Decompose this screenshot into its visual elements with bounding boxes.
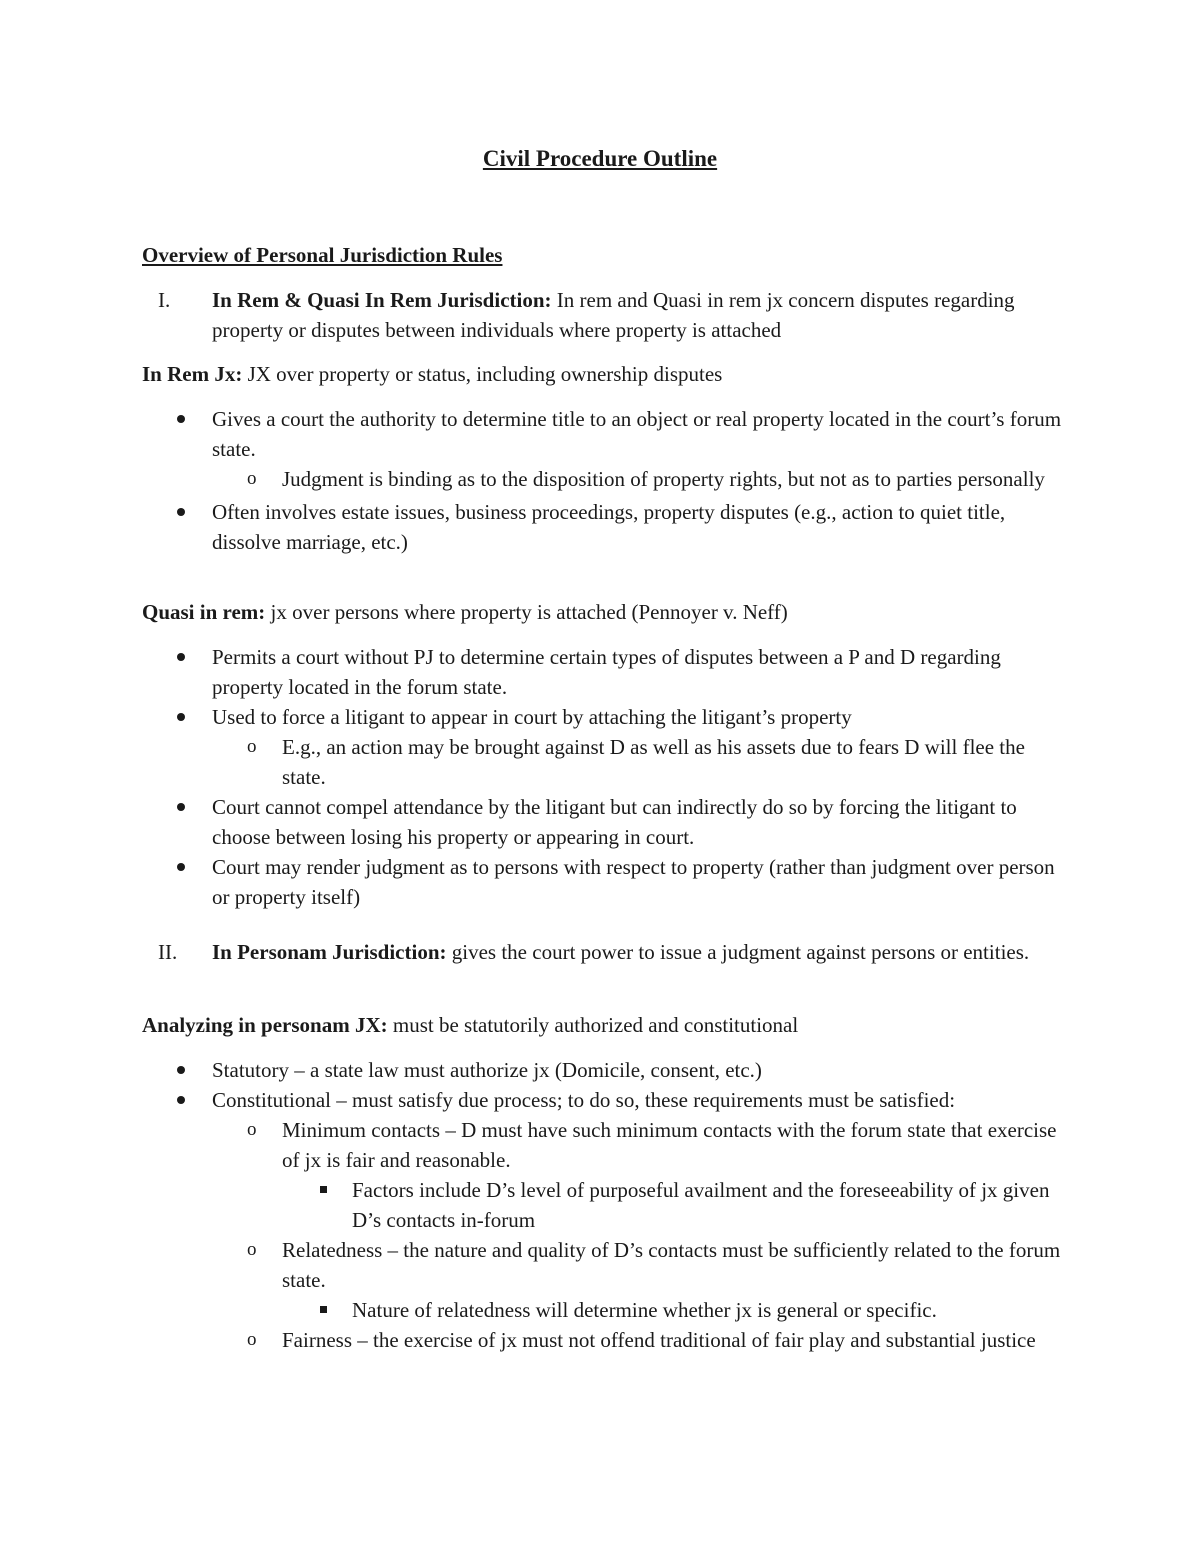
bullet-icon bbox=[177, 508, 185, 516]
quasi-in-rem-definition bbox=[142, 597, 1067, 627]
quasi-bullet-list bbox=[142, 642, 1067, 912]
bullet-icon bbox=[177, 713, 185, 721]
roman-section-1-label: In Rem & Quasi In Rem Jurisdiction: bbox=[212, 288, 552, 312]
square-bullet-icon bbox=[320, 1186, 327, 1193]
page-title: Civil Procedure Outline bbox=[482, 146, 718, 171]
bullet-icon bbox=[177, 863, 185, 871]
bullet-icon bbox=[177, 415, 185, 423]
in-personam-label: Analyzing in personam JX: bbox=[142, 1013, 388, 1037]
quasi-bullet-3: Court cannot compel attendance by the litigant but can indirectly do so by forcing the litigant to choose between losing his property or appearing in court. bbox=[212, 795, 1017, 849]
roman-numeral-2: II. bbox=[158, 940, 178, 964]
roman-numeral-1: I. bbox=[158, 288, 171, 312]
quasi-sub-list bbox=[212, 732, 1067, 792]
in-rem-sub-list bbox=[212, 464, 1067, 494]
constitutional-sub-list bbox=[212, 1115, 1067, 1355]
in-rem-text: JX over property or status, including ownership disputes bbox=[242, 362, 723, 386]
list-item bbox=[142, 1085, 1067, 1355]
constitutional-bullet: Constitutional – must satisfy due process; to do so, these requirements must be satisfied: bbox=[212, 1088, 956, 1112]
quasi-label: Quasi in rem: bbox=[142, 600, 266, 624]
relatedness-item: Relatedness – the nature and quality of D’s contacts must be sufficiently related to the forum state. bbox=[282, 1238, 1061, 1292]
roman-section-2-label: In Personam Jurisdiction: bbox=[212, 940, 447, 964]
list-item bbox=[212, 1325, 1067, 1355]
list-item bbox=[212, 1115, 1067, 1235]
bullet-icon bbox=[177, 803, 185, 811]
square-bullet-icon bbox=[320, 1306, 327, 1313]
quasi-bullet-1: Permits a court without PJ to determine certain types of disputes between a P and D regarding property located in the forum state. bbox=[212, 645, 1001, 699]
in-rem-bullet-1: Gives a court the authority to determine title to an object or real property located in the court’s forum state. bbox=[212, 407, 1062, 461]
in-rem-bullet-list bbox=[142, 404, 1067, 557]
in-rem-definition bbox=[142, 359, 1067, 389]
list-item bbox=[282, 1295, 1067, 1325]
in-rem-label: In Rem Jx: bbox=[142, 362, 243, 386]
relatedness-sub-list bbox=[282, 1295, 1067, 1325]
nature-of-relatedness-item: Nature of relatedness will determine whether jx is general or specific. bbox=[352, 1298, 937, 1322]
factors-item: Factors include D’s level of purposeful availment and the foreseeability of jx given D’s contacts in-forum bbox=[352, 1178, 1050, 1232]
list-item bbox=[142, 642, 1067, 702]
list-item bbox=[212, 464, 1067, 494]
quasi-bullet-4: Court may render judgment as to persons with respect to property (rather than judgment over person or property itself) bbox=[212, 855, 1055, 909]
circle-bullet-icon: o bbox=[247, 468, 257, 489]
list-item bbox=[142, 702, 1067, 792]
list-item bbox=[282, 1175, 1067, 1235]
circle-bullet-icon: o bbox=[247, 1239, 257, 1260]
in-personam-analysis bbox=[142, 1010, 1067, 1040]
bullet-icon bbox=[177, 1066, 185, 1074]
roman-section-2-text bbox=[212, 937, 1062, 967]
list-item bbox=[142, 1055, 1067, 1085]
bullet-icon bbox=[177, 1096, 185, 1104]
quasi-text: jx over persons where property is attached (Pennoyer v. Neff) bbox=[265, 600, 788, 624]
roman-section-1-text bbox=[212, 285, 1062, 345]
minimum-contacts-item: Minimum contacts – D must have such minimum contacts with the forum state that exercise of jx is fair and reasonable. bbox=[282, 1118, 1057, 1172]
statutory-bullet: Statutory – a state law must authorize jx (Domicile, consent, etc.) bbox=[212, 1058, 762, 1082]
circle-bullet-icon: o bbox=[247, 1329, 257, 1350]
minimum-contacts-sub-list bbox=[282, 1175, 1067, 1235]
circle-bullet-icon: o bbox=[247, 736, 257, 757]
in-personam-text: must be statutorily authorized and constitutional bbox=[387, 1013, 799, 1037]
bullet-icon bbox=[177, 653, 185, 661]
section-heading: Overview of Personal Jurisdiction Rules bbox=[142, 243, 503, 267]
list-item bbox=[142, 404, 1067, 494]
roman-section-1-body: In rem and Quasi in rem jx concern disputes regarding property or disputes between individuals where property is attached bbox=[212, 288, 1015, 342]
list-item bbox=[142, 792, 1067, 852]
list-item bbox=[212, 1235, 1067, 1325]
list-item bbox=[142, 852, 1067, 912]
in-rem-bullet-2: Often involves estate issues, business proceedings, property disputes (e.g., action to quiet title, dissolve marriage, etc.) bbox=[212, 500, 1006, 554]
circle-bullet-icon: o bbox=[247, 1119, 257, 1140]
list-item bbox=[142, 497, 1067, 557]
quasi-sub-bullet-1: E.g., an action may be brought against D as well as his assets due to fears D will flee the state. bbox=[282, 735, 1025, 789]
roman-section-2-body: gives the court power to issue a judgment against persons or entities. bbox=[446, 940, 1030, 964]
list-item bbox=[212, 732, 1067, 792]
in-rem-sub-bullet-1: Judgment is binding as to the disposition of property rights, but not as to parties personally bbox=[282, 467, 1045, 491]
fairness-item: Fairness – the exercise of jx must not offend traditional of fair play and substantial justice bbox=[282, 1328, 1036, 1352]
in-personam-bullet-list bbox=[142, 1055, 1067, 1355]
quasi-bullet-2: Used to force a litigant to appear in court by attaching the litigant’s property bbox=[212, 705, 852, 729]
